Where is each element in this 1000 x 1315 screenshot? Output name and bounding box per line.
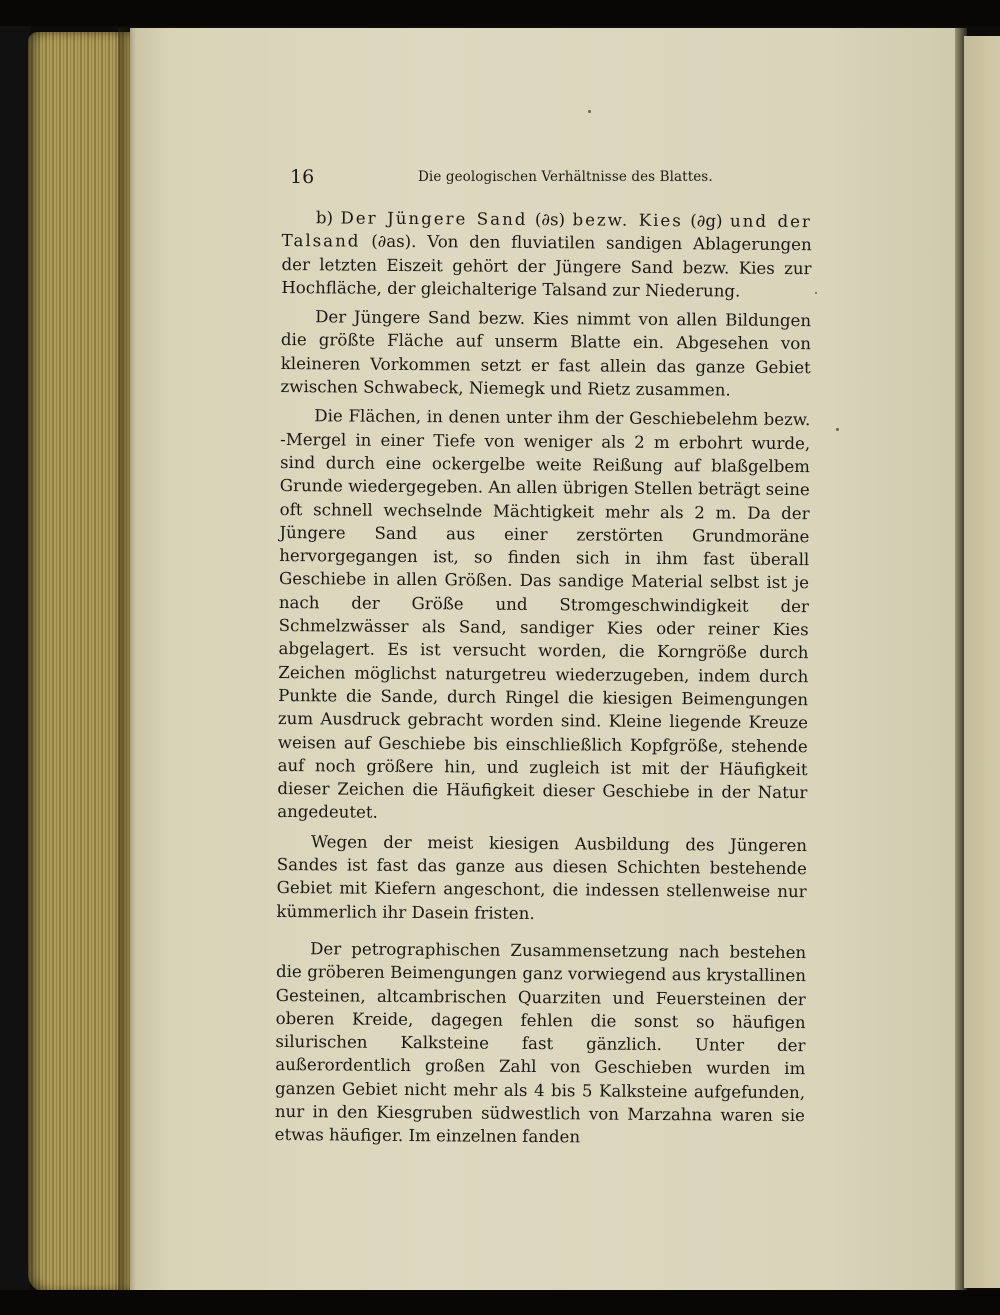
facing-page-edge bbox=[964, 36, 1000, 1288]
paragraph: Die Flächen, in denen unter ihm der Geschiebelehm bezw. -Mergel in einer Tiefe von weniger als 2 m erbohrt wurde, sind durch eine ockergelbe weite Reißung auf blaßgelbem Grunde wiedergegeben. An allen übrigen Stellen beträgt seine oft schnell wechselnde Mächtigkeit mehr als 2 m. Da der Jüngere Sand aus einer zerstörten Grundmoräne hervorgegangen ist, so finden sich in ihm fast überall Geschiebe in allen Größen. Das sandige Material selbst ist je nach der Größe und Stromgeschwindigkeit der Schmelzwässer als Sand, sandiger Kies oder reiner Kies abgelagert. Es ist versucht worden, die Korngröße durch Zeichen möglichst naturgetreu wiederzugeben, indem durch Punkte die Sande, durch Ringel die kiesigen Beimengungen zum Ausdruck gebracht worden sind. Kleine liegende Kreuze weisen auf Geschiebe bis einschließlich Kopfgröße, stehende auf noch größere hin, und zugleich ist mit der Häufigkeit dieser Zeichen die Häufigkeit dieser Geschiebe in der Natur angedeutet. bbox=[277, 406, 811, 823]
running-title: Die geologischen Verhältnisse des Blattes. bbox=[418, 169, 713, 185]
map-code-das: (∂as). bbox=[360, 231, 428, 252]
body-text bbox=[275, 206, 812, 1151]
section-label: b) bbox=[315, 208, 341, 228]
paper-speck bbox=[836, 428, 839, 431]
page-number: 16 bbox=[290, 166, 315, 188]
paragraph: Der petrographischen Zusammensetzung nach bestehen die gröberen Beimengungen ganz vorwiegend aus krystallinen Gesteinen, altcambrischen Quarziten und Feuersteinen der oberen Kreide, dagegen fehlen die sonst so häufigen silurischen Kalksteine fast gänzlich. Unter der außerordentlich großen Zahl von Geschieben wurden im ganzen Gebiet nicht mehr als 4 bis 5 Kalksteine aufgefunden, nur in den Kiesgruben südwestlich von Marzahna waren sie etwas häufiger. Im einzelnen fanden bbox=[274, 939, 807, 1147]
page-block-edges bbox=[28, 32, 132, 1292]
heading-und-der: und der bbox=[729, 211, 812, 232]
paragraph: Der Jüngere Sand bezw. Kies nimmt von allen Bildungen die größte Fläche auf unserm Blatte ein. Abgesehen von kleineren Vorkommen setzt er fast allein das ganze Gebiet zwischen Schwabeck, Niemegk und Rietz zusammen. bbox=[280, 307, 812, 400]
paragraph-text: Von den fluviatilen sandigen Ablagerungen der letzten Eiszeit gehört der Jüngere Sand bezw. Kies zur Hochfläche, der gleichalterige Talsand zur Niederung. bbox=[281, 232, 812, 301]
paper-speck bbox=[815, 292, 817, 294]
left-border bbox=[0, 26, 30, 1290]
paper-speck bbox=[588, 110, 591, 113]
paragraph-section-b bbox=[281, 206, 812, 303]
map-code-dg: (∂g) bbox=[682, 211, 731, 231]
page-header bbox=[290, 166, 810, 188]
map-code-ds: (∂s) bbox=[527, 209, 573, 230]
heading-talsand: Talsand bbox=[281, 231, 361, 251]
spine-shadow bbox=[118, 28, 136, 1290]
heading-juengere-sand: Der Jüngere Sand bbox=[340, 208, 528, 229]
heading-bezw: bezw. bbox=[572, 210, 630, 230]
paragraph: Wegen der meist kiesigen Ausbildung des Jüngeren Sandes ist fast das ganze aus diesen Schichten bestehende Gebiet mit Kiefern angeschont, die indessen stellenweise nur kümmerlich ihr Dasein fristen. bbox=[276, 831, 808, 923]
bottom-border bbox=[0, 1290, 1000, 1315]
heading-kies: Kies bbox=[629, 210, 683, 231]
top-border bbox=[0, 0, 1000, 26]
